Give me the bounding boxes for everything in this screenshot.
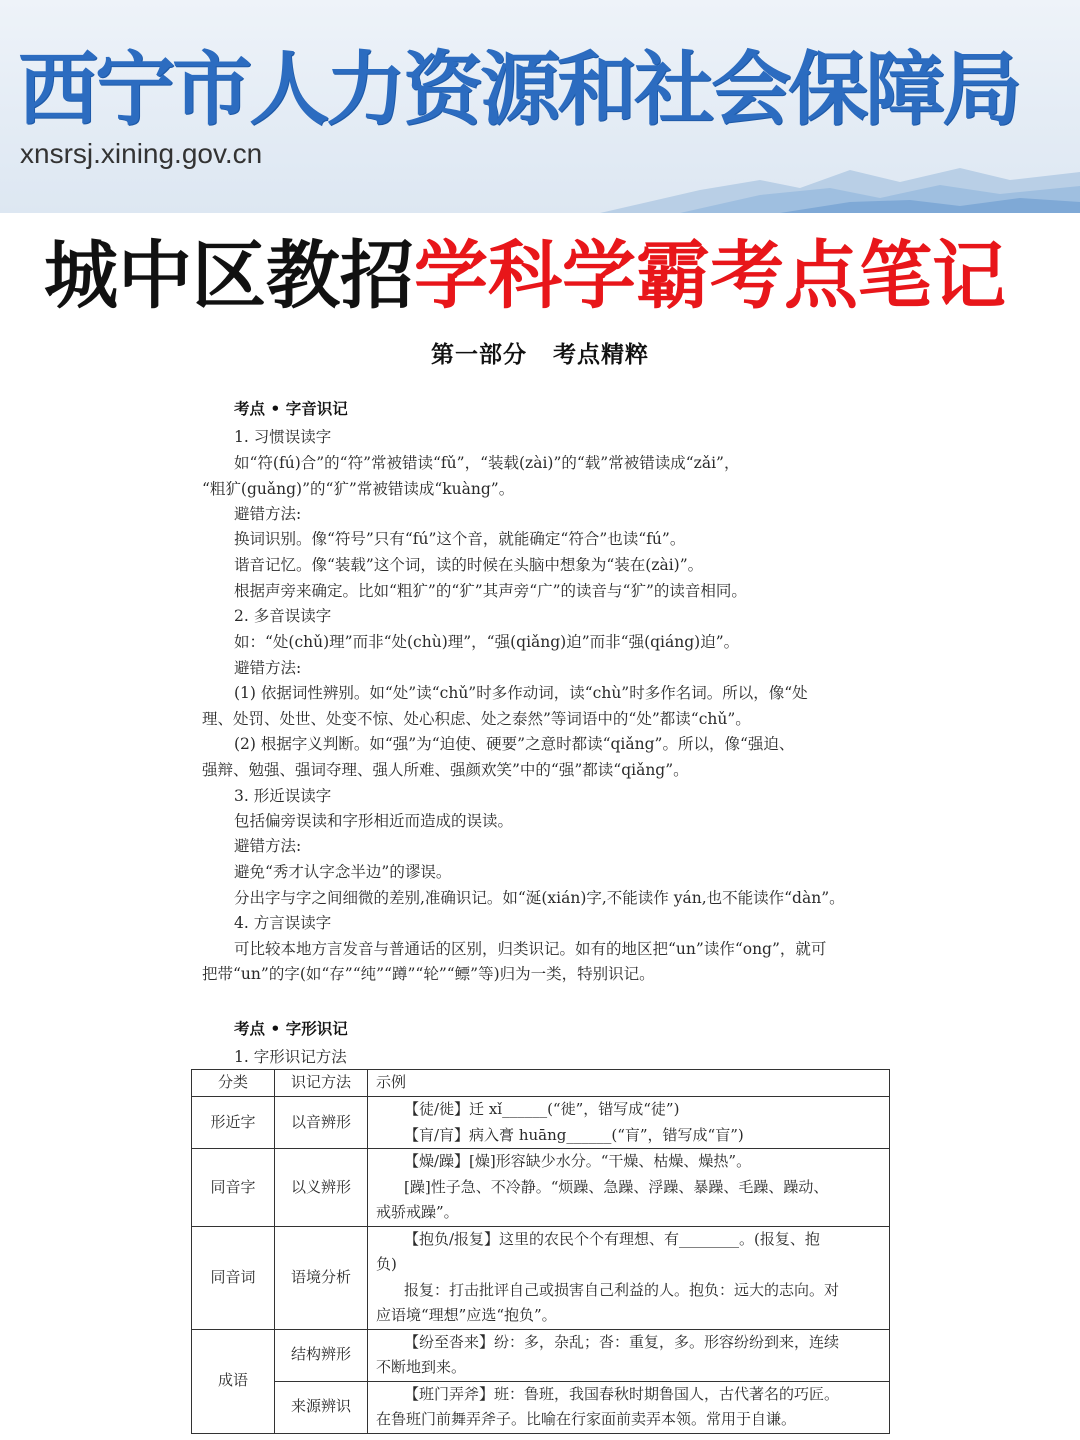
- section-title: [0, 336, 1080, 369]
- table-cell-examples: [368, 1226, 890, 1329]
- table-cell-category: 同音字: [192, 1149, 275, 1227]
- headline-red-part: 学科学霸考点笔记: [414, 233, 1006, 319]
- kp1-line: 如“符(fú)合”的“符”常被错读“fǔ”，“装载(zài)”的“载”常被错读成“zǎi”，: [234, 454, 740, 472]
- headline-black-part: 城中区教招: [44, 233, 414, 319]
- example-line: 戒骄戒躁”。: [376, 1203, 459, 1221]
- glyph-memory-table: [191, 1069, 890, 1434]
- kp1-line: 4. 方言误读字: [234, 914, 332, 932]
- table-row: [192, 1149, 890, 1227]
- kp1-line: 换词识别。像“符号”只有“fú”这个音，就能确定“符合”也读“fú”。: [234, 530, 686, 548]
- kp1-line: 包括偏旁误读和字形相近而造成的误读。: [234, 812, 514, 830]
- kp1-line: 1. 习惯误读字: [234, 428, 332, 446]
- kp1-line: “粗犷(guǎng)”的“犷”常被错读成“kuàng”。: [202, 480, 515, 498]
- table-cell-category: 形近字: [192, 1097, 275, 1149]
- table-cell-method: 以义辨形: [275, 1149, 368, 1227]
- kp2-subheading: 1. 字形识记方法: [234, 1048, 347, 1066]
- section-title-name: 考点精粹: [553, 342, 649, 368]
- banner-title: 西宁市人力资源和社会保障局: [18, 43, 1019, 136]
- example-line: 【燥/躁】[燥]形容缺少水分。“干燥、枯燥、燥热”。: [404, 1152, 752, 1170]
- table-cell-category: 成语: [192, 1329, 275, 1433]
- table-cell-examples: [368, 1329, 890, 1381]
- table-header-cell: 示例: [368, 1070, 890, 1097]
- kp1-line: 分出字与字之间细微的差别,准确识记。如“涎(xián)字,不能读作 yán,也不能读作“dàn”。: [234, 889, 845, 907]
- kp1-line: 谐音记忆。像“装载”这个词，读的时候在头脑中想象为“装在(zài)”。: [234, 556, 704, 574]
- mountain-decoration: [0, 150, 1080, 213]
- kp1-line: 2. 多音误读字: [234, 607, 332, 625]
- example-line: 【抱负/报复】这里的农民个个有理想、有________。(报复、抱: [404, 1229, 820, 1248]
- kp1-heading: 考点 • 字音识记: [234, 400, 348, 418]
- example-line: 报复：打击批评自己或损害自己利益的人。抱负：远大的志向。对: [404, 1280, 840, 1299]
- headline: [44, 226, 1074, 326]
- table-header-cell: 识记方法: [275, 1070, 368, 1097]
- table-row: [192, 1097, 890, 1149]
- kp1-line: (2) 根据字义判断。如“强”为“迫使、硬要”之意时都读“qiǎng”。所以，像“强迫、: [234, 735, 795, 753]
- kp1-line: 强辩、勉强、强词夺理、强人所难、强颜欢笑”中的“强”都读“qiǎng”。: [202, 761, 689, 779]
- kp1-line: 3. 形近误读字: [234, 787, 332, 805]
- example-line: 负): [376, 1255, 397, 1273]
- example-line: 在鲁班门前舞弄斧子。比喻在行家面前卖弄本领。常用于自谦。: [376, 1410, 797, 1428]
- kp1-line: 理、处罚、处世、处变不惊、处心积虑、处之泰然”等词语中的“处”都读“chǔ”。: [202, 710, 751, 728]
- kp1-line: 根据声旁来确定。比如“粗犷”的“犷”其声旁“广”的读音与“犷”的读音相同。: [234, 582, 747, 600]
- table-cell-examples: [368, 1149, 890, 1227]
- table-cell-method: 语境分析: [275, 1226, 368, 1329]
- kp1-line: 把带“un”的字(如“存”“纯”“蹲”“轮”“鳔”等)归为一类，特别识记。: [202, 965, 655, 983]
- table-cell-method: 结构辨形: [275, 1329, 368, 1381]
- example-line: 不断地到来。: [376, 1358, 467, 1376]
- table-header-row: [192, 1070, 890, 1097]
- section-title-part: 第一部分: [431, 342, 527, 368]
- kp1-line: 避错方法:: [234, 837, 302, 855]
- example-line: 应语境“理想”应选“抱负”。: [376, 1306, 557, 1324]
- table-header-cell: 分类: [192, 1070, 275, 1097]
- example-line: [躁]性子急、不冷静。“烦躁、急躁、浮躁、暴躁、毛躁、躁动、: [404, 1177, 829, 1196]
- table-cell-examples: [368, 1381, 890, 1433]
- table-row: [192, 1381, 890, 1433]
- table-cell-category: 同音词: [192, 1226, 275, 1329]
- site-banner: [0, 0, 1080, 213]
- example-line: 【徒/徙】迁 xǐ______(“徙”，错写成“徒”): [404, 1100, 680, 1118]
- table-row: [192, 1329, 890, 1381]
- kp2-heading: 考点 • 字形识记: [234, 1020, 348, 1038]
- kp1-line: 如：“处(chǔ)理”而非“处(chù)理”，“强(qiǎng)迫”而非“强(qiáng)迫”。: [234, 633, 740, 651]
- table-cell-method: 来源辨识: [275, 1381, 368, 1433]
- kp1-line: 可比较本地方言发音与普通话的区别，归类识记。如有的地区把“un”读作“ong”，就可: [234, 940, 827, 958]
- table-cell-examples: [368, 1097, 890, 1149]
- kp1-line: 避错方法:: [234, 659, 302, 677]
- example-line: 【班门弄斧】班：鲁班，我国春秋时期鲁国人，古代著名的巧匠。: [404, 1384, 840, 1403]
- table-row: [192, 1226, 890, 1329]
- kp1-line: (1) 依据词性辨别。如“处”读“chǔ”时多作动词，读“chù”时多作名词。所以，像“处: [234, 684, 808, 702]
- table-cell-method: 以音辨形: [275, 1097, 368, 1149]
- banner-url: xnsrsj.xining.gov.cn: [20, 138, 263, 169]
- example-line: 【纷至沓来】纷：多，杂乱；沓：重复，多。形容纷纷到来，连续: [404, 1332, 840, 1351]
- kp1-line: 避错方法:: [234, 505, 302, 523]
- example-line: 【肓/肓】病入膏 huāng______(“肓”，错写成“盲”): [404, 1125, 744, 1144]
- kp1-line: 避免“秀才认字念半边”的谬误。: [234, 863, 452, 881]
